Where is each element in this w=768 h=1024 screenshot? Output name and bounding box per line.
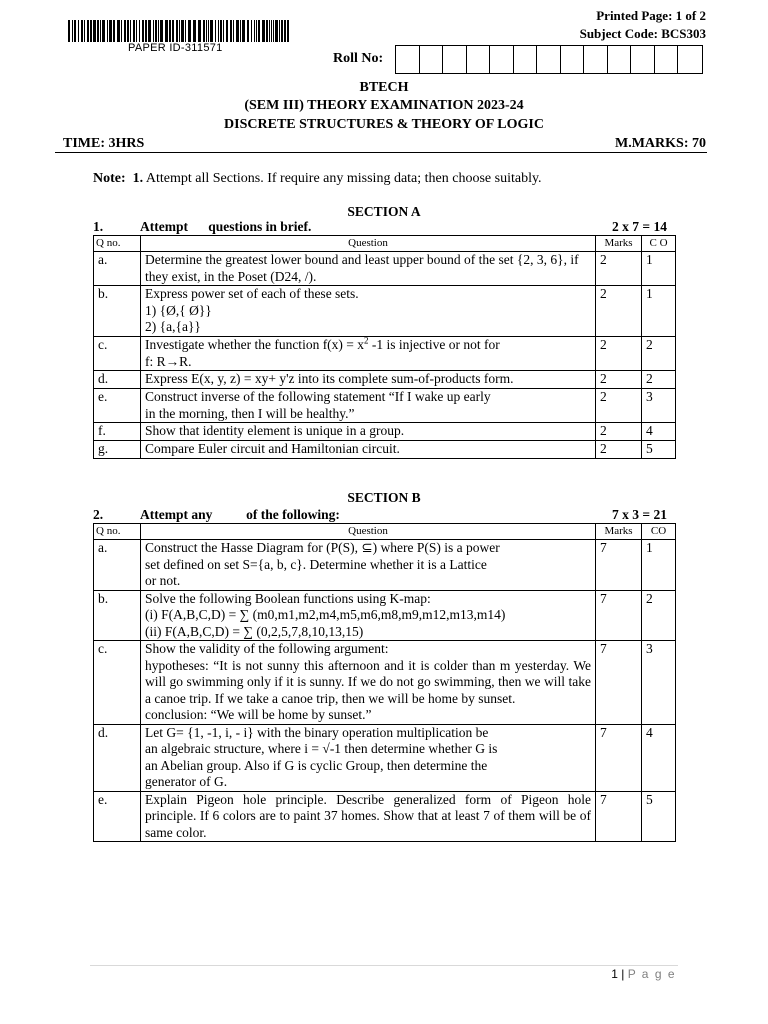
- table-row: [94, 724, 676, 791]
- question-number: c.: [94, 337, 141, 371]
- exam-note: [93, 171, 542, 187]
- note-label: Note:: [93, 171, 126, 186]
- max-marks: M.MARKS: 70: [615, 136, 706, 151]
- question-marks: 2: [596, 252, 642, 286]
- roll-number-label: Roll No:: [333, 51, 384, 66]
- question-number: b.: [94, 286, 141, 337]
- question-paragraph: Explain Pigeon hole principle. Describe generalized form of Pigeon hole principle. If 6 colors are to paint 37 homes. Show that at least 7 of them will be of same color.: [145, 791, 591, 840]
- question-co: 2: [642, 371, 676, 389]
- table-header-row: [94, 236, 676, 252]
- question-text: Express E(x, y, z) = xy+ y'z into its complete sum-of-products form.: [141, 371, 596, 389]
- roll-number-box[interactable]: [396, 46, 420, 73]
- header-marks: Marks: [596, 524, 642, 540]
- question-number: b.: [94, 590, 141, 641]
- question-line: an Abelian group. Also if G is cyclic Group, then determine the: [145, 757, 488, 773]
- section-b-number: 2.: [93, 507, 104, 522]
- exam-title-semester: (SEM III) THEORY EXAMINATION 2023-24: [244, 98, 524, 113]
- question-number: e.: [94, 389, 141, 423]
- question-text: [141, 389, 596, 423]
- paper-id: PAPER ID-311571: [128, 42, 223, 54]
- page-footer: [611, 967, 676, 981]
- table-row: [94, 590, 676, 641]
- question-text: [141, 337, 596, 371]
- question-co: 2: [642, 590, 676, 641]
- question-line: Solve the following Boolean functions using K-map:: [145, 590, 431, 606]
- question-text: [141, 724, 596, 791]
- question-co: 1: [642, 540, 676, 591]
- question-line: Let G= {1, -1, i, - i} with the binary operation multiplication be: [145, 724, 489, 740]
- question-text-part: Investigate whether the function f(x) = x: [145, 337, 365, 352]
- table-row: [94, 389, 676, 423]
- question-number: a.: [94, 252, 141, 286]
- table-row: [94, 540, 676, 591]
- note-number: 1.: [132, 171, 144, 186]
- roll-number-box[interactable]: [678, 46, 702, 73]
- header-co: C O: [642, 236, 676, 252]
- question-marks: 7: [596, 791, 642, 842]
- question-text: [141, 590, 596, 641]
- question-co: 2: [642, 337, 676, 371]
- section-a-number: 1.: [93, 219, 104, 234]
- section-b-table: [93, 523, 676, 842]
- question-text: [141, 641, 596, 725]
- subject-code-label: Subject Code: BCS303: [579, 26, 706, 41]
- exam-time: TIME: 3HRS: [63, 136, 145, 151]
- table-row: [94, 641, 676, 725]
- page-number: 1: [611, 967, 618, 981]
- question-co: 5: [642, 441, 676, 459]
- question-number: a.: [94, 540, 141, 591]
- note-text: Attempt all Sections. If require any missing data; then choose suitably.: [143, 171, 542, 186]
- question-line: an algebraic structure, where i = √-1 then determine whether G is: [145, 741, 498, 756]
- question-line: Show the validity of the following argument:: [145, 641, 389, 656]
- page-separator: |: [617, 967, 628, 981]
- header-question: Question: [141, 236, 596, 252]
- question-marks: 7: [596, 724, 642, 791]
- roll-number-box[interactable]: [420, 46, 444, 73]
- roll-number-boxes[interactable]: [395, 45, 703, 74]
- question-line: f: R→R.: [145, 353, 192, 369]
- section-b-title: SECTION B: [347, 490, 421, 505]
- section-a-table: [93, 235, 676, 459]
- section-a-instruction-text: Attempt questions in brief.: [140, 219, 312, 234]
- header-qno: Q no.: [94, 236, 141, 252]
- roll-number-box[interactable]: [561, 46, 585, 73]
- table-row: [94, 252, 676, 286]
- question-marks: 2: [596, 423, 642, 441]
- superscript: 2: [364, 335, 369, 346]
- question-line: in the morning, then I will be healthy.”: [145, 405, 355, 421]
- question-text: Determine the greatest lower bound and least upper bound of the set {2, 3, 6}, if they exist, in the Poset (D24, /).: [141, 252, 596, 286]
- header-marks: Marks: [596, 236, 642, 252]
- page-word: P a g e: [627, 967, 676, 981]
- question-subitem: 2) {a,{a}}: [145, 319, 201, 334]
- question-co: 1: [642, 286, 676, 337]
- section-b-instruction-text: Attempt any of the following:: [140, 507, 340, 522]
- header-co: CO: [642, 524, 676, 540]
- header-qno: Q no.: [94, 524, 141, 540]
- exam-title-subject: DISCRETE STRUCTURES & THEORY OF LOGIC: [224, 117, 544, 132]
- question-marks: 2: [596, 441, 642, 459]
- section-a-title: SECTION A: [347, 204, 421, 219]
- table-row: [94, 286, 676, 337]
- question-line: or not.: [145, 573, 181, 588]
- question-number: f.: [94, 423, 141, 441]
- table-row: [94, 423, 676, 441]
- question-number: e.: [94, 791, 141, 842]
- question-co: 1: [642, 252, 676, 286]
- roll-number-box[interactable]: [631, 46, 655, 73]
- question-marks: 2: [596, 337, 642, 371]
- question-marks: 7: [596, 641, 642, 725]
- question-co: 3: [642, 389, 676, 423]
- question-line: Construct the Hasse Diagram for (P(S), ⊆) where P(S) is a power: [145, 540, 500, 555]
- question-line: conclusion: “We will be home by sunset.”: [145, 707, 372, 722]
- question-marks: 2: [596, 286, 642, 337]
- header-divider: [55, 152, 707, 153]
- question-text: [141, 540, 596, 591]
- question-text: [141, 791, 596, 842]
- question-text-part: -1 is injective or not for: [368, 337, 500, 352]
- roll-number-box[interactable]: [608, 46, 632, 73]
- barcode-image: [68, 20, 292, 42]
- question-co: 4: [642, 423, 676, 441]
- roll-number-box[interactable]: [443, 46, 467, 73]
- question-co: 5: [642, 791, 676, 842]
- roll-number-box[interactable]: [537, 46, 561, 73]
- roll-number-box[interactable]: [655, 46, 679, 73]
- question-marks: 7: [596, 540, 642, 591]
- table-row: [94, 337, 676, 371]
- exam-title-degree: BTECH: [359, 80, 409, 95]
- question-co: 4: [642, 724, 676, 791]
- table-header-row: [94, 524, 676, 540]
- question-number: d.: [94, 724, 141, 791]
- roll-number-box[interactable]: [490, 46, 514, 73]
- table-row: [94, 371, 676, 389]
- roll-number-box[interactable]: [514, 46, 538, 73]
- question-line: (ii) F(A,B,C,D) = ∑ (0,2,5,7,8,10,13,15): [145, 623, 364, 639]
- footer-divider: [90, 965, 678, 966]
- question-line: Express power set of each of these sets.: [145, 286, 359, 301]
- question-number: d.: [94, 371, 141, 389]
- roll-number-box[interactable]: [584, 46, 608, 73]
- question-text: Show that identity element is unique in a group.: [141, 423, 596, 441]
- question-marks: 7: [596, 590, 642, 641]
- question-text: [141, 286, 596, 337]
- question-co: 3: [642, 641, 676, 725]
- question-marks: 2: [596, 371, 642, 389]
- question-number: c.: [94, 641, 141, 725]
- question-marks: 2: [596, 389, 642, 423]
- question-paragraph: hypotheses: “It is not sunny this afternoon and it is colder than m yesterday. We will go swimming only if it is sunny. If we do not go swimming, then we will take a canoe trip. If we take a canoe trip, then we will be home by sunset.: [145, 657, 591, 706]
- question-line: set defined on set S={a, b, c}. Determine whether it is a Lattice: [145, 556, 487, 572]
- printed-page-label: Printed Page: 1 of 2: [596, 8, 706, 23]
- question-text: Compare Euler circuit and Hamiltonian circuit.: [141, 441, 596, 459]
- roll-number-box[interactable]: [467, 46, 491, 73]
- table-row: [94, 441, 676, 459]
- question-subitem: 1) {Ø,{ Ø}}: [145, 302, 212, 318]
- section-b-marks: 7 x 3 = 21: [612, 507, 667, 522]
- question-line: Construct inverse of the following statement “If I wake up early: [145, 389, 491, 404]
- section-a-marks: 2 x 7 = 14: [612, 219, 667, 234]
- question-line: (i) F(A,B,C,D) = ∑ (m0,m1,m2,m4,m5,m6,m8,m9,m12,m13,m14): [145, 607, 506, 622]
- table-row: [94, 791, 676, 842]
- header-question: Question: [141, 524, 596, 540]
- question-number: g.: [94, 441, 141, 459]
- question-line: generator of G.: [145, 774, 228, 789]
